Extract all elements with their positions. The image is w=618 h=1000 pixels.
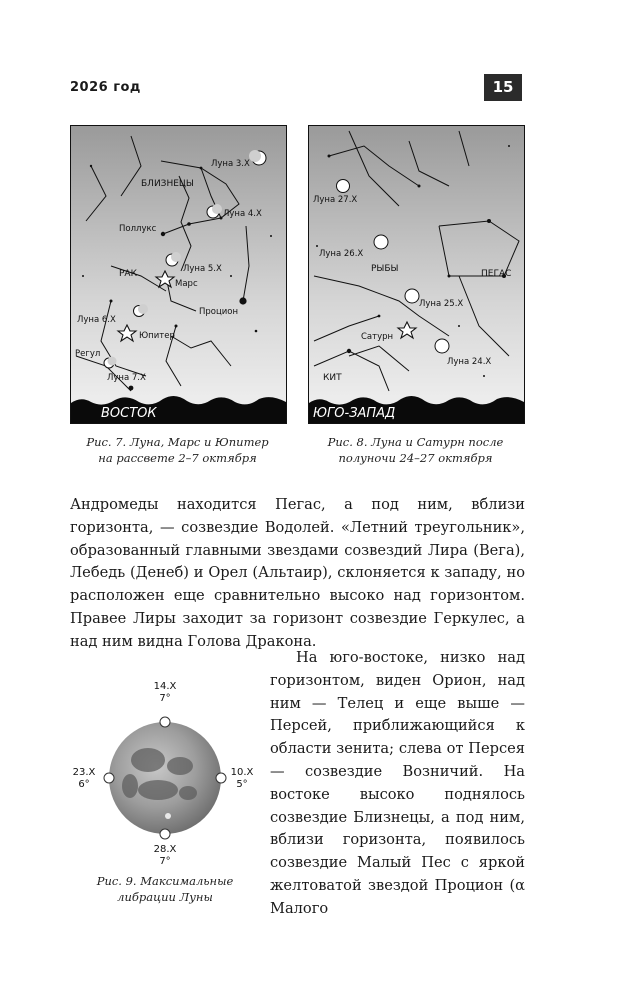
label-jupiter: Юпитер [139, 331, 175, 341]
figure-7-sky-map [70, 125, 287, 424]
libration-marker-top [160, 717, 170, 727]
label-pisces: РЫБЫ [371, 264, 399, 274]
figure-7-caption [70, 434, 285, 466]
label-moon-24: Луна 24.X [447, 357, 492, 367]
figure-8-caption-line-1: Рис. 8. Луна и Сатурн после [327, 435, 504, 449]
paragraph-1: Андромеды находится Пегас, а под ним, вблизи горизонта, — созвездие Водолей. «Летний треугольник», образованный главными звездами созвездий Лира (Вега), Лебедь (Денеб) и Орел (Альтаир), склоняется к западу, но расположен еще сравнительно высоко над горизонтом. Правее Лиры заходит за горизонт созвездие Геркулес, а над ним видна Голова Дракона. [70, 496, 525, 650]
libration-bottom-date: 28.X [153, 844, 177, 855]
label-pollux: Поллукс [119, 224, 157, 234]
label-saturn: Сатурн [361, 332, 394, 342]
figure-8-caption-line-2: полуночи 24–27 октября [338, 451, 493, 465]
libration-left-date: 23.X [72, 767, 96, 778]
label-gemini: БЛИЗНЕЦЫ [141, 179, 194, 189]
label-moon-7: Луна 7.X [107, 373, 146, 383]
label-moon-27: Луна 27.X [313, 195, 358, 205]
libration-marker-right [216, 773, 226, 783]
figure-9-caption [70, 873, 260, 905]
figure-9-moon-librations [70, 668, 260, 868]
libration-right-date: 10.X [230, 767, 254, 778]
paragraph-2: На юго-востоке, низко над горизонтом, виден Орион, над ним — Телец и еще выше — Персей, приближающийся к области зенита; слева от Персея — созвездие Возничий. На востоке высоко поднялось созвездие Близнецы, а под ним, вблизи горизонта, появилось созвездие Малый Пес с яркой желтоватой звездой Процион (α Малого [270, 649, 525, 917]
figure-7-caption-line-2: на рассвете 2–7 октября [98, 451, 257, 465]
label-cancer: РАК [119, 269, 137, 279]
libration-right-degree: 5° [236, 779, 248, 790]
figure-9-caption-line-1: Рис. 9. Максимальные [96, 874, 234, 888]
label-cetus: КИТ [323, 373, 342, 383]
label-procyon: Процион [199, 307, 239, 317]
libration-top-degree: 7° [159, 693, 171, 704]
libration-bottom-degree: 7° [159, 856, 171, 867]
libration-marker-bottom [160, 829, 170, 839]
label-moon-3: Луна 3.X [211, 159, 250, 169]
libration-top-date: 14.X [153, 681, 177, 692]
figure-7-caption-line-1: Рис. 7. Луна, Марс и Юпитер [86, 435, 269, 449]
page-number: 15 [484, 74, 522, 101]
libration-left-degree: 6° [78, 779, 90, 790]
label-moon-5: Луна 5.X [183, 264, 222, 274]
label-mars: Марс [175, 279, 198, 289]
label-moon-4: Луна 4.X [223, 209, 262, 219]
figure-8-sky-map [308, 125, 525, 424]
figure-8-caption [308, 434, 523, 466]
label-pegasus: ПЕГАС [481, 269, 512, 279]
label-regulus: Регул [75, 349, 101, 359]
label-moon-6: Луна 6.X [77, 315, 116, 325]
label-moon-26: Луна 26.X [319, 249, 364, 259]
figure-9-caption-line-2: либрации Луны [117, 890, 213, 904]
label-moon-25: Луна 25.X [419, 299, 464, 309]
libration-marker-left [104, 773, 114, 783]
running-header-year: 2026 год [70, 80, 141, 95]
direction-east: ВОСТОК [101, 406, 157, 421]
direction-south-west: ЮГО-ЗАПАД [313, 406, 396, 421]
